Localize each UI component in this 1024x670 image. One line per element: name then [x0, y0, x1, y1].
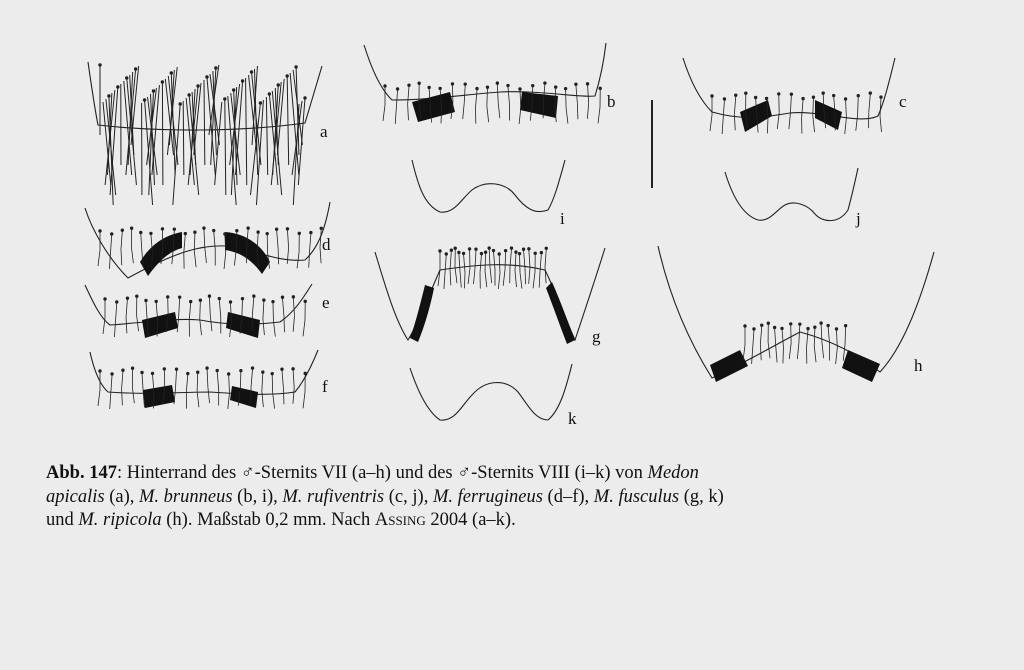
caption-text: 2004 (a–k). — [425, 510, 516, 530]
caption-text: -Sternits VIII (i–k) von — [471, 463, 648, 483]
panel-label-c: c — [899, 92, 907, 111]
caption-text: (g, k) — [679, 486, 724, 507]
caption-species: M. fusculus — [593, 486, 680, 507]
panel-label-h: h — [914, 356, 923, 375]
panel-label-f: f — [322, 377, 328, 396]
panel-c-drawing — [683, 58, 895, 134]
male-symbol: ♂ — [457, 463, 472, 483]
figure-caption — [46, 462, 986, 533]
caption-text: -Sternits VII (a–h) und des — [254, 463, 458, 483]
panel-label-d: d — [322, 235, 331, 254]
caption-species: M. rufiventris — [282, 486, 385, 507]
panel-label-b: b — [607, 92, 616, 111]
caption-text: (c, j), — [384, 486, 433, 507]
caption-text: (h). Maßstab 0,2 mm. Nach — [161, 510, 375, 530]
panel-label-j: j — [856, 209, 861, 228]
panel-h-drawing — [658, 246, 934, 382]
caption-text: (d–f), — [542, 486, 594, 507]
caption-species: M. ripicola — [78, 510, 162, 530]
caption-author: Assing — [374, 510, 426, 530]
panel-d-drawing — [85, 202, 330, 278]
panel-i-drawing — [412, 160, 565, 212]
panel-g-drawing — [375, 247, 605, 344]
caption-species: M. brunneus — [139, 486, 233, 507]
panel-j-drawing — [725, 168, 858, 221]
caption-species: M. ferrugineus — [432, 486, 543, 507]
panel-f-drawing — [90, 350, 318, 409]
caption-text: (b, i), — [232, 486, 283, 507]
panel-label-a: a — [320, 122, 328, 141]
caption-text: : Hinterrand des — [116, 463, 241, 483]
panel-k-drawing — [410, 364, 572, 420]
male-symbol: ♂ — [240, 463, 255, 483]
caption-text: und — [46, 510, 79, 530]
caption-species: apicalis — [46, 486, 105, 507]
panel-label-i: i — [560, 209, 565, 228]
panel-e-drawing — [85, 284, 312, 338]
caption-genus: Medon — [647, 463, 699, 483]
panel-label-k: k — [568, 409, 577, 428]
panel-label-g: g — [592, 327, 601, 346]
caption-text: (a), — [104, 486, 140, 507]
caption-figure-label: Abb. 147 — [46, 463, 117, 483]
panel-label-e: e — [322, 293, 330, 312]
panel-a-drawing — [88, 62, 322, 205]
panel-b-drawing — [364, 43, 606, 124]
